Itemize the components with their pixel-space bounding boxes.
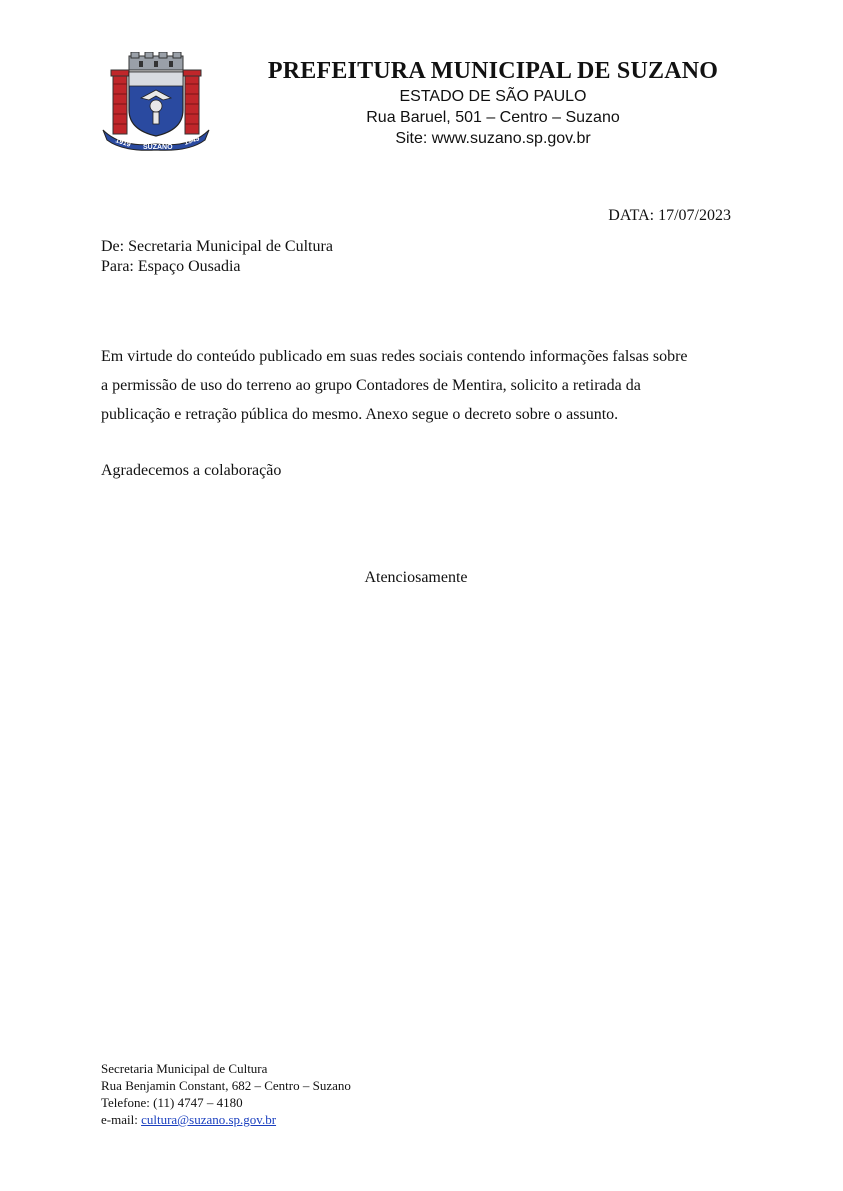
letter-body-line: a permissão de uso do terreno ao grupo Contadores de Mentira, solicito a retirada da: [101, 377, 641, 394]
letter-from: De: Secretaria Municipal de Cultura: [101, 238, 333, 255]
footer-email-row: [101, 1111, 351, 1128]
letter-date: DATA: 17/07/2023: [608, 207, 731, 224]
letter-thanks: Agradecemos a colaboração: [101, 462, 282, 479]
footer-address: Rua Benjamin Constant, 682 – Centro – Suzano: [101, 1078, 351, 1093]
footer-email-label: e-mail:: [101, 1112, 142, 1127]
letter-closing: Atenciosamente: [364, 569, 468, 586]
crest-year-left: 1919: [114, 137, 132, 149]
coat-of-arms-icon: [101, 52, 211, 152]
header-address: Rua Baruel, 501 – Centro – Suzano: [366, 109, 620, 126]
crest-year-right: 1949: [183, 135, 201, 147]
header-site: Site: www.suzano.sp.gov.br: [395, 130, 591, 147]
footer-phone: Telefone: (11) 4747 – 4180: [101, 1095, 243, 1110]
footer-department: Secretaria Municipal de Cultura: [101, 1061, 268, 1076]
letter-body: [101, 342, 741, 429]
crest-banner: SUZANO: [143, 144, 173, 151]
header-state: ESTADO DE SÃO PAULO: [399, 88, 587, 105]
letter-to: Para: Espaço Ousadia: [101, 258, 241, 275]
footer: [101, 1060, 351, 1128]
footer-email-link[interactable]: cultura@suzano.sp.gov.br: [141, 1112, 277, 1127]
letter-body-line: Em virtude do conteúdo publicado em suas redes sociais contendo informações falsas sobre: [101, 348, 688, 365]
header-title: PREFEITURA MUNICIPAL DE SUZANO: [267, 58, 719, 84]
letter-body-line: publicação e retração pública do mesmo. Anexo segue o decreto sobre o assunto.: [101, 406, 619, 423]
